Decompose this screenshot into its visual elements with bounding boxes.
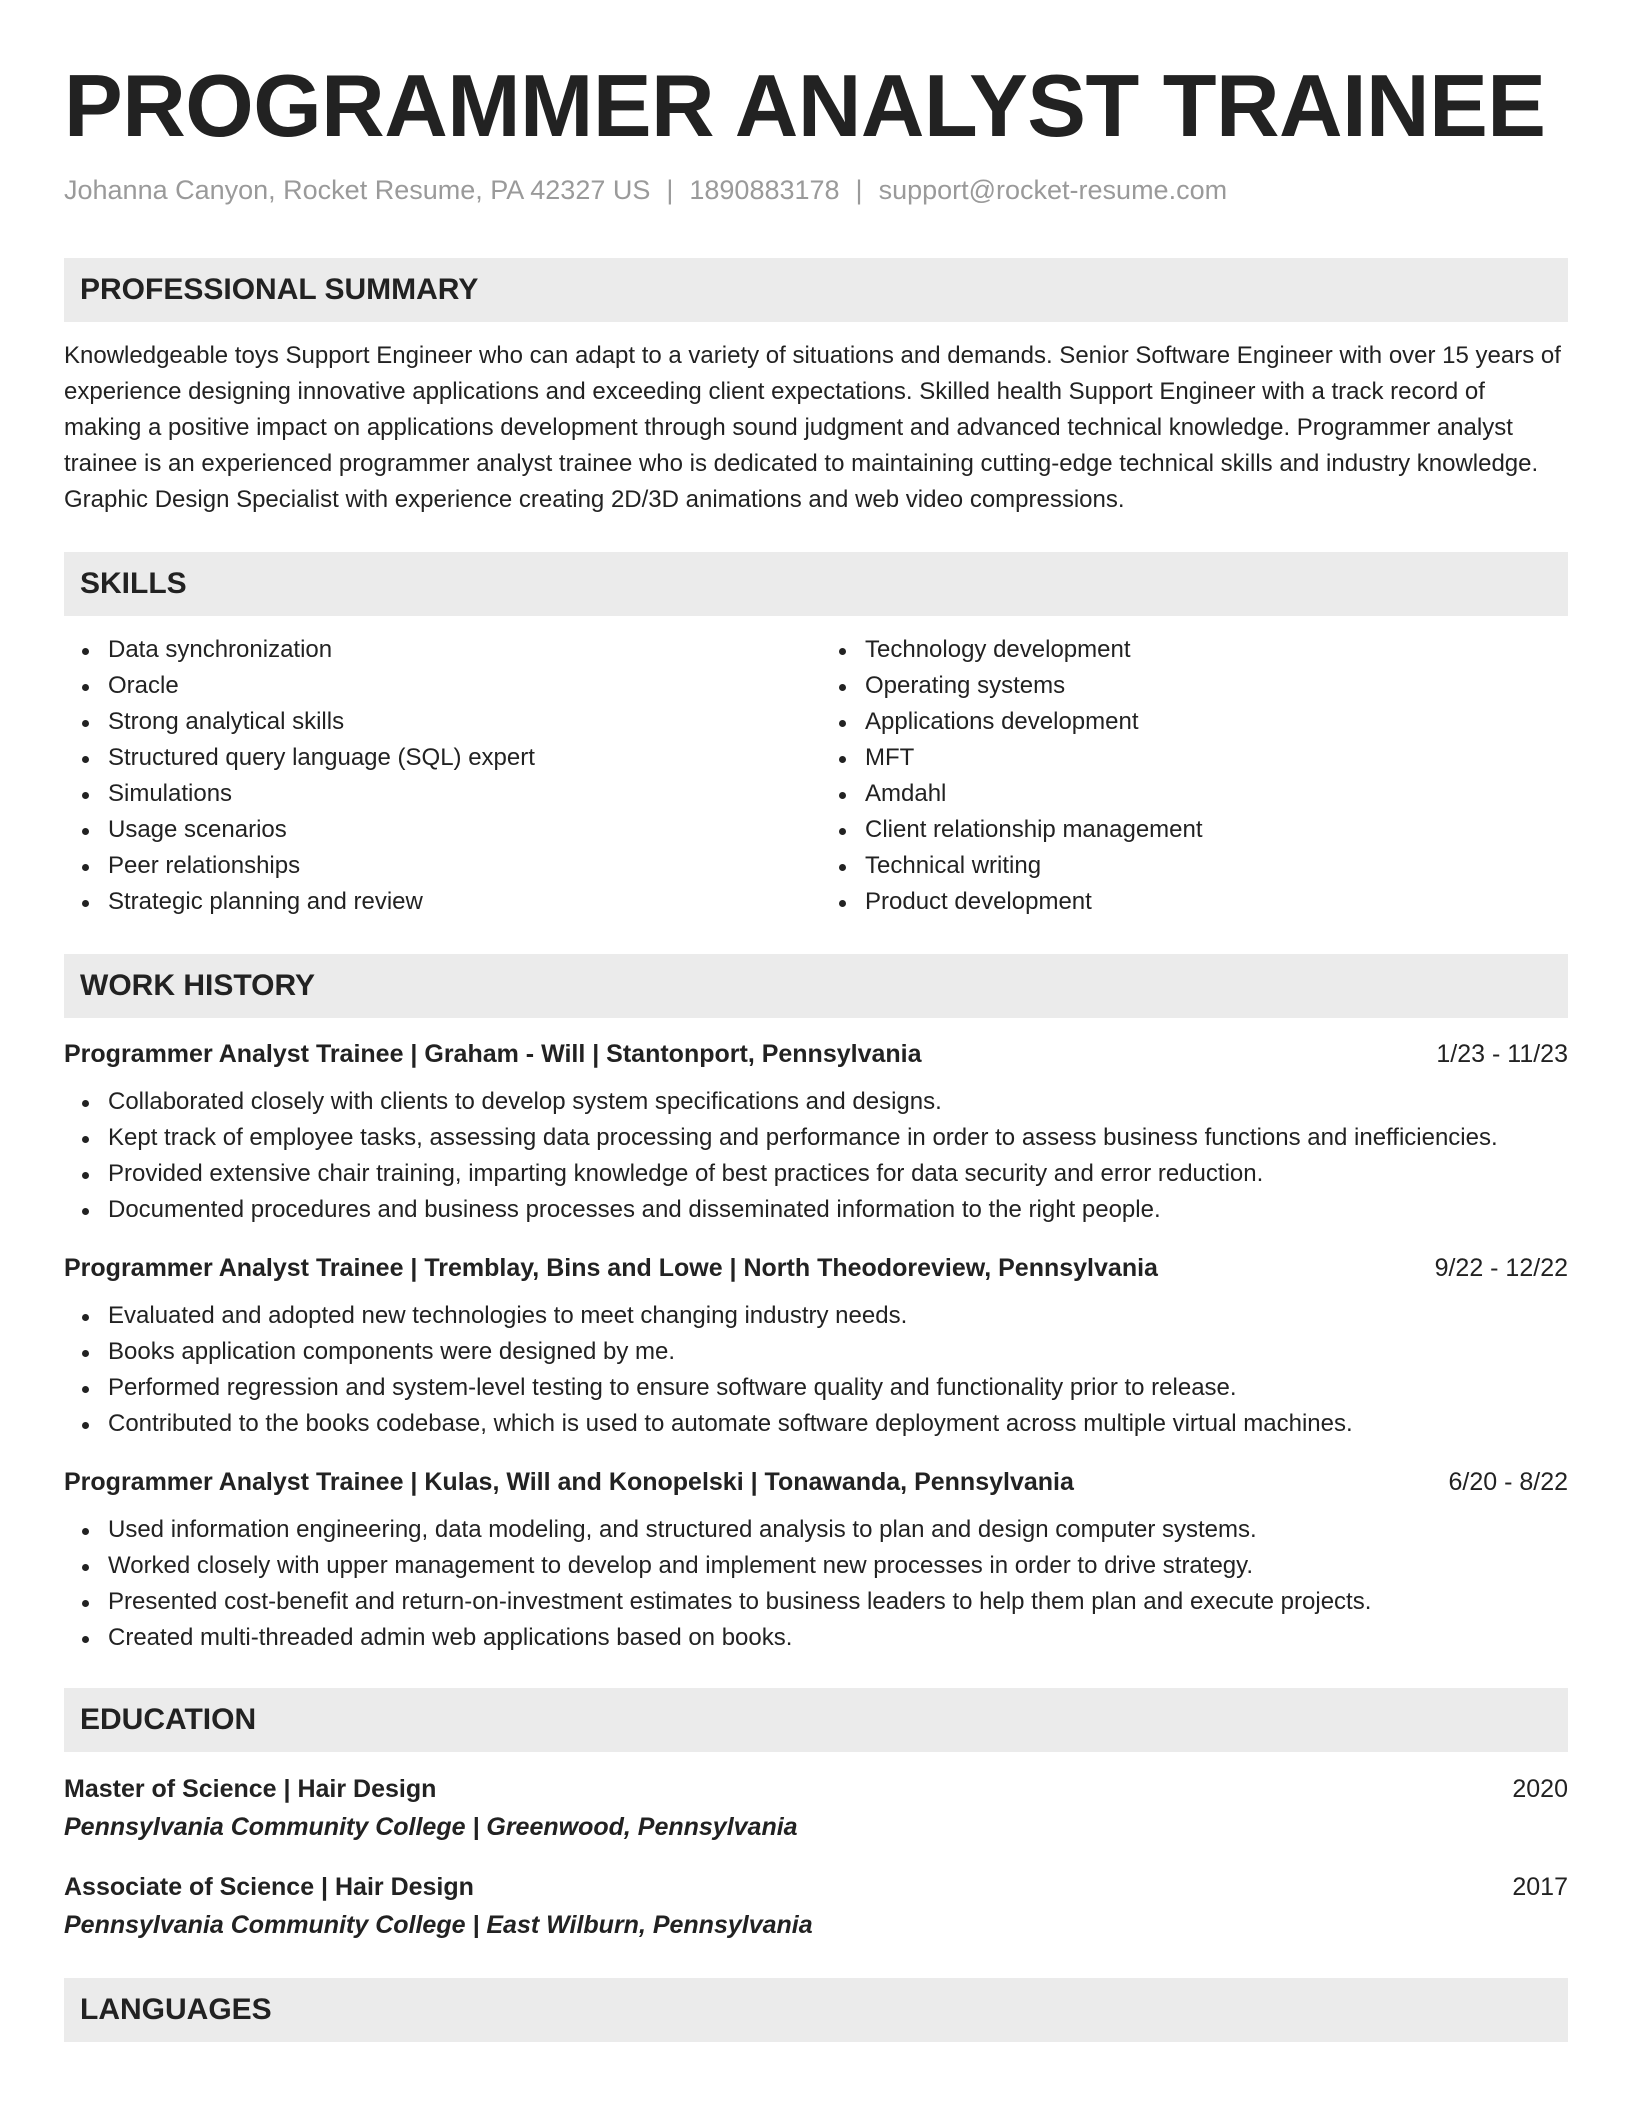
skills-column-1	[64, 632, 811, 920]
education-header	[64, 1770, 1568, 1808]
job-bullet: Performed regression and system-level testing to ensure software quality and functionality prior to release.	[108, 1370, 1568, 1406]
skill-item: Product development	[865, 884, 1568, 920]
skill-item: Technology development	[865, 632, 1568, 668]
contact-separator: |	[855, 175, 863, 205]
contact-phone: 1890883178	[689, 175, 840, 205]
education-year: 2017	[1512, 1873, 1568, 1901]
job-entry	[64, 1036, 1568, 1228]
job-header	[64, 1464, 1568, 1500]
skill-item: Simulations	[108, 776, 811, 812]
section-header-skills: SKILLS	[64, 552, 1568, 616]
skill-item: Data synchronization	[108, 632, 811, 668]
job-bullet: Books application components were designed by me.	[108, 1334, 1568, 1370]
job-bullet: Contributed to the books codebase, which is used to automate software deployment across multiple virtual machines.	[108, 1406, 1568, 1442]
skill-item: Applications development	[865, 704, 1568, 740]
contact-email: support@rocket-resume.com	[878, 175, 1228, 205]
contact-separator: |	[666, 175, 674, 205]
job-bullet: Worked closely with upper management to develop and implement new processes in order to drive strategy.	[108, 1548, 1568, 1584]
job-dates: 9/22 - 12/22	[1434, 1254, 1568, 1282]
skills-list	[64, 632, 1568, 920]
education-degree: Associate of Science | Hair Design	[64, 1873, 474, 1901]
skill-item: Client relationship management	[865, 812, 1568, 848]
job-header	[64, 1250, 1568, 1286]
job-bullet: Collaborated closely with clients to develop system specifications and designs.	[108, 1084, 1568, 1120]
skill-item: Technical writing	[865, 848, 1568, 884]
job-dates: 1/23 - 11/23	[1436, 1040, 1568, 1068]
section-header-work-history: WORK HISTORY	[64, 954, 1568, 1018]
education-header	[64, 1868, 1568, 1906]
job-bullets	[64, 1298, 1568, 1442]
education-list	[64, 1770, 1568, 1944]
section-header-languages: LANGUAGES	[64, 1978, 1568, 2042]
skill-item: MFT	[865, 740, 1568, 776]
education-entry	[64, 1770, 1568, 1846]
skill-item: Usage scenarios	[108, 812, 811, 848]
education-degree: Master of Science | Hair Design	[64, 1775, 437, 1803]
job-bullet: Provided extensive chair training, imparting knowledge of best practices for data security and error reduction.	[108, 1156, 1568, 1192]
job-title: Programmer Analyst Trainee | Graham - Will | Stantonport, Pennsylvania	[64, 1040, 922, 1068]
contact-address: Johanna Canyon, Rocket Resume, PA 42327 US	[64, 175, 651, 205]
skill-item: Strong analytical skills	[108, 704, 811, 740]
job-bullets	[64, 1084, 1568, 1228]
skill-item: Oracle	[108, 668, 811, 704]
skill-item: Peer relationships	[108, 848, 811, 884]
job-entry	[64, 1250, 1568, 1442]
skill-item: Structured query language (SQL) expert	[108, 740, 811, 776]
skill-item: Strategic planning and review	[108, 884, 811, 920]
job-entry	[64, 1464, 1568, 1656]
job-title: Programmer Analyst Trainee | Tremblay, Bins and Lowe | North Theodoreview, Pennsylvania	[64, 1254, 1158, 1282]
job-bullet: Presented cost-benefit and return-on-investment estimates to business leaders to help them plan and execute projects.	[108, 1584, 1568, 1620]
job-bullet: Documented procedures and business processes and disseminated information to the right people.	[108, 1192, 1568, 1228]
education-entry	[64, 1868, 1568, 1944]
education-year: 2020	[1512, 1775, 1568, 1803]
education-school: Pennsylvania Community College | East Wilburn, Pennsylvania	[64, 1911, 813, 1939]
job-bullet: Used information engineering, data modeling, and structured analysis to plan and design computer systems.	[108, 1512, 1568, 1548]
work-history	[64, 1036, 1568, 1656]
job-bullets	[64, 1512, 1568, 1656]
job-header	[64, 1036, 1568, 1072]
section-header-education: EDUCATION	[64, 1688, 1568, 1752]
job-bullet: Evaluated and adopted new technologies to meet changing industry needs.	[108, 1298, 1568, 1334]
contact-line	[64, 172, 1568, 208]
job-dates: 6/20 - 8/22	[1448, 1468, 1568, 1496]
resume-title: PROGRAMMER ANALYST TRAINEE	[64, 56, 1546, 155]
job-bullet: Kept track of employee tasks, assessing data processing and performance in order to assess business functions and inefficiencies.	[108, 1120, 1568, 1156]
job-title: Programmer Analyst Trainee | Kulas, Will and Konopelski | Tonawanda, Pennsylvania	[64, 1468, 1074, 1496]
skill-item: Amdahl	[865, 776, 1568, 812]
section-header-summary: PROFESSIONAL SUMMARY	[64, 258, 1568, 322]
summary-text: Knowledgeable toys Support Engineer who can adapt to a variety of situations and demands. Senior Software Engineer with over 15 years of experience designing innovative applications and exceeding client expectations. Skilled health Support Engineer with a track record of making a positive impact on applications development through sound judgment and advanced technical knowledge. Programmer analyst trainee is an experienced programmer analyst trainee who is dedicated to maintaining cutting-edge technical skills and industry knowledge. Graphic Design Specialist with experience creating 2D/3D animations and web video compressions.	[64, 342, 1561, 513]
skills-column-2	[811, 632, 1568, 920]
job-bullet: Created multi-threaded admin web applications based on books.	[108, 1620, 1568, 1656]
education-school: Pennsylvania Community College | Greenwood, Pennsylvania	[64, 1813, 798, 1841]
skill-item: Operating systems	[865, 668, 1568, 704]
